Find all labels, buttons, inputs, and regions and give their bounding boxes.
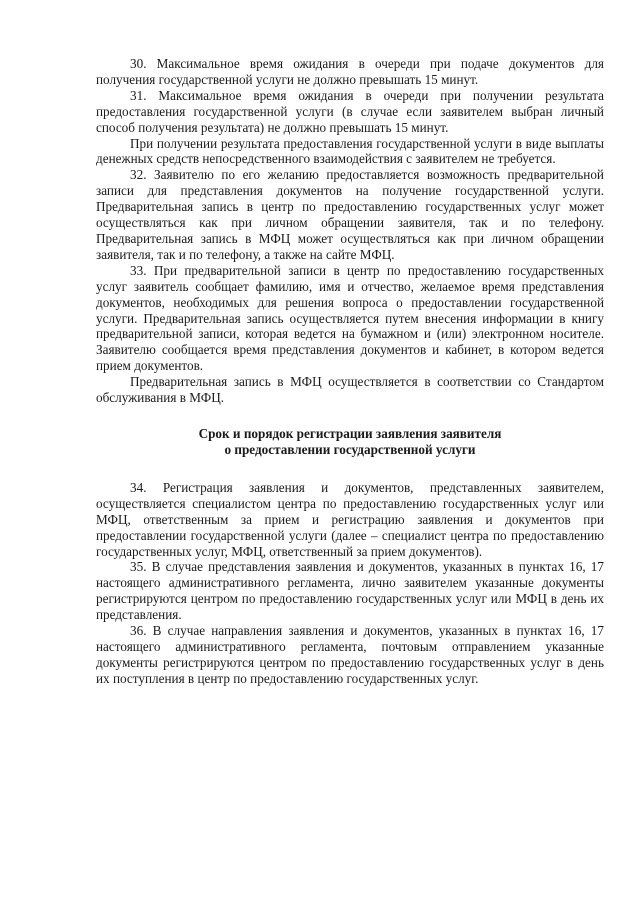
paragraph-36: 36. В случае направления заявления и документов, указанных в пунктах 16, 17 настоящего административного регламента, почтовым отправлением указанные документы регистрируются центром по предоставлению государственных услуг в день их поступления в центр по предоставлению государственных услуг. — [96, 623, 604, 686]
paragraph-32: 32. Заявителю по его желанию предоставляется возможность предварительной записи для представления документов на получение государственной услуги. Предварительная запись в центр по предоставлению государственных услуг может осуществляться как при личном обращении заявителя, так и по телефону. Предварительная запись в МФЦ может осуществляться как при личном обращении заявителя, так и по телефону, а также на сайте МФЦ. — [96, 167, 604, 262]
section-heading-line-1: Срок и порядок регистрации заявления заявителя — [198, 425, 502, 441]
paragraph-33: 33. При предварительной записи в центр по предоставлению государственных услуг заявитель сообщает фамилию, имя и отчество, желаемое время представления документов, необходимых для решения вопроса о предоставлении государственной услуги. Предварительная запись осуществляется путем внесения информации в книгу предварительной записи, которая ведется на бумажном и (или) электронном носителе. Заявителю сообщается время представления документов и кабинет, в котором ведется прием документов. — [96, 262, 604, 374]
section-heading-line-2: о предоставлении государственной услуги — [224, 441, 476, 457]
paragraph-34: 34. Регистрация заявления и документов, представленных заявителем, осуществляется специалистом центра по предоставлению государственных услуг или МФЦ, ответственным за прием и регистрацию заявления и документов при предоставлении государственной услуги (далее – специалист центра по предоставлению государственных услуг, МФЦ, ответственный за прием документов). — [96, 479, 604, 559]
paragraph-30: 30. Максимальное время ожидания в очереди при подаче документов для получения государственной услуги не должно превышать 15 минут. — [96, 56, 604, 87]
section-heading — [96, 426, 604, 458]
paragraph-mfc-standard: Предварительная запись в МФЦ осуществляется в соответствии со Стандартом обслуживания в МФЦ. — [96, 374, 604, 406]
paragraph-cash-payment: При получении результата предоставления государственной услуги в виде выплаты денежных средств непосредственного взаимодействия с заявителем не требуется. — [96, 135, 604, 167]
document-page — [96, 56, 604, 687]
paragraph-35: 35. В случае представления заявления и документов, указанных в пунктах 16, 17 настоящего административного регламента, лично заявителем указанные документы регистрируются центром по предоставлению государственных услуг или МФЦ в день их представления. — [96, 559, 604, 623]
paragraph-31: 31. Максимальное время ожидания в очереди при получении результата предоставления государственной услуги (в случае если заявителем выбран личный способ получения результата) не должно превышать 15 минут. — [96, 87, 604, 135]
